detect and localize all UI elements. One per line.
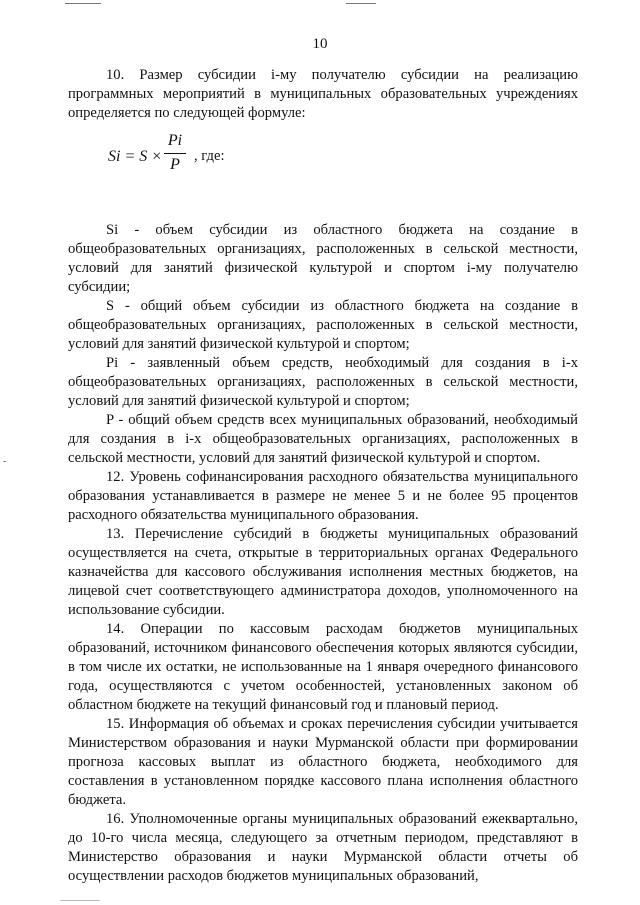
formula-suffix: , где: [194,148,225,164]
paragraph-13: 13. Перечисление субсидий в бюджеты муниципальных образований осуществляется на счета, открытые в территориальных органах Федерального казначейства для кассового обслуживания исполнения местных бюджетов, на лицевой счет соответствующего администратора доходов, уполномоченного на использование субсидии. [68,526,578,618]
definition-p: P - общий объем средств всех муниципальных образований, необходимый для создания в i-x общеобразовательных организациях, расположенных в сельской местности, условий для занятий физической культурой и спортом. [68,412,578,466]
formula-fraction [164,131,186,174]
paragraph-14: 14. Операции по кассовым расходам бюджетов муниципальных образований, источником финансового обеспечения которых являются субсидии, в том числе их остатки, не использованные на 1 января очередного финансового года, осуществляются с учетом особенностей, установленных законом об областном бюджете на текущий финансовый год и плановый период. [68,621,578,713]
document-body [68,66,578,886]
formula-numerator: Pi [167,132,183,149]
paragraph-15: 15. Информация об объемах и сроках перечисления субсидии учитывается Министерством образования и науки Мурманской области при формировании прогноза кассовых выплат из областного бюджета, необходимого для составления в установленном порядке кассового плана исполнения областного бюджета. [68,716,578,808]
paragraph-10: 10. Размер субсидии i-му получателю субсидии на реализацию программных мероприятий в муниципальных образовательных учреждениях определяется по следующей формуле: [68,67,578,121]
scan-mark-top-left [65,3,101,4]
formula-denominator: P [170,156,180,173]
definition-si: Si - объем субсидии из областного бюджета на создание в общеобразовательных организациях, расположенных в сельской местности, условий для занятий физической культурой и спортом i-му получателю субсидии; [68,222,578,295]
scan-mark-top-right [346,3,376,4]
paragraph-16: 16. Уполномоченные органы муниципальных образований ежеквартально, до 10-го числа месяца, следующего за отчетным периодом, представляют в Министерство образования и науки Мурманской области отчеты об осуществлении расходов бюджетов муниципальных образований, [68,811,578,884]
formula-lhs: Si = S × [108,148,163,165]
paragraph-12: 12. Уровень софинансирования расходного обязательства муниципального образования устанавливается в размере не менее 5 и не более 95 процентов расходного обязательства муниципального образования. [68,469,578,523]
fraction-bar [164,153,186,154]
scan-mark-bottom [60,900,100,901]
subsidy-formula [68,131,578,187]
definition-s: S - общий объем субсидии из областного бюджета на создание в общеобразовательных организациях, расположенных в сельской местности, условий для занятий физической культурой и спортом; [68,298,578,352]
page-number: 10 [312,36,328,52]
definition-pi: Pi - заявленный объем средств, необходимый для создания в i-x общеобразовательных организациях, расположенных в сельской местности, условий для занятий физической культурой и спортом; [68,355,578,409]
margin-mark: - [3,456,7,467]
